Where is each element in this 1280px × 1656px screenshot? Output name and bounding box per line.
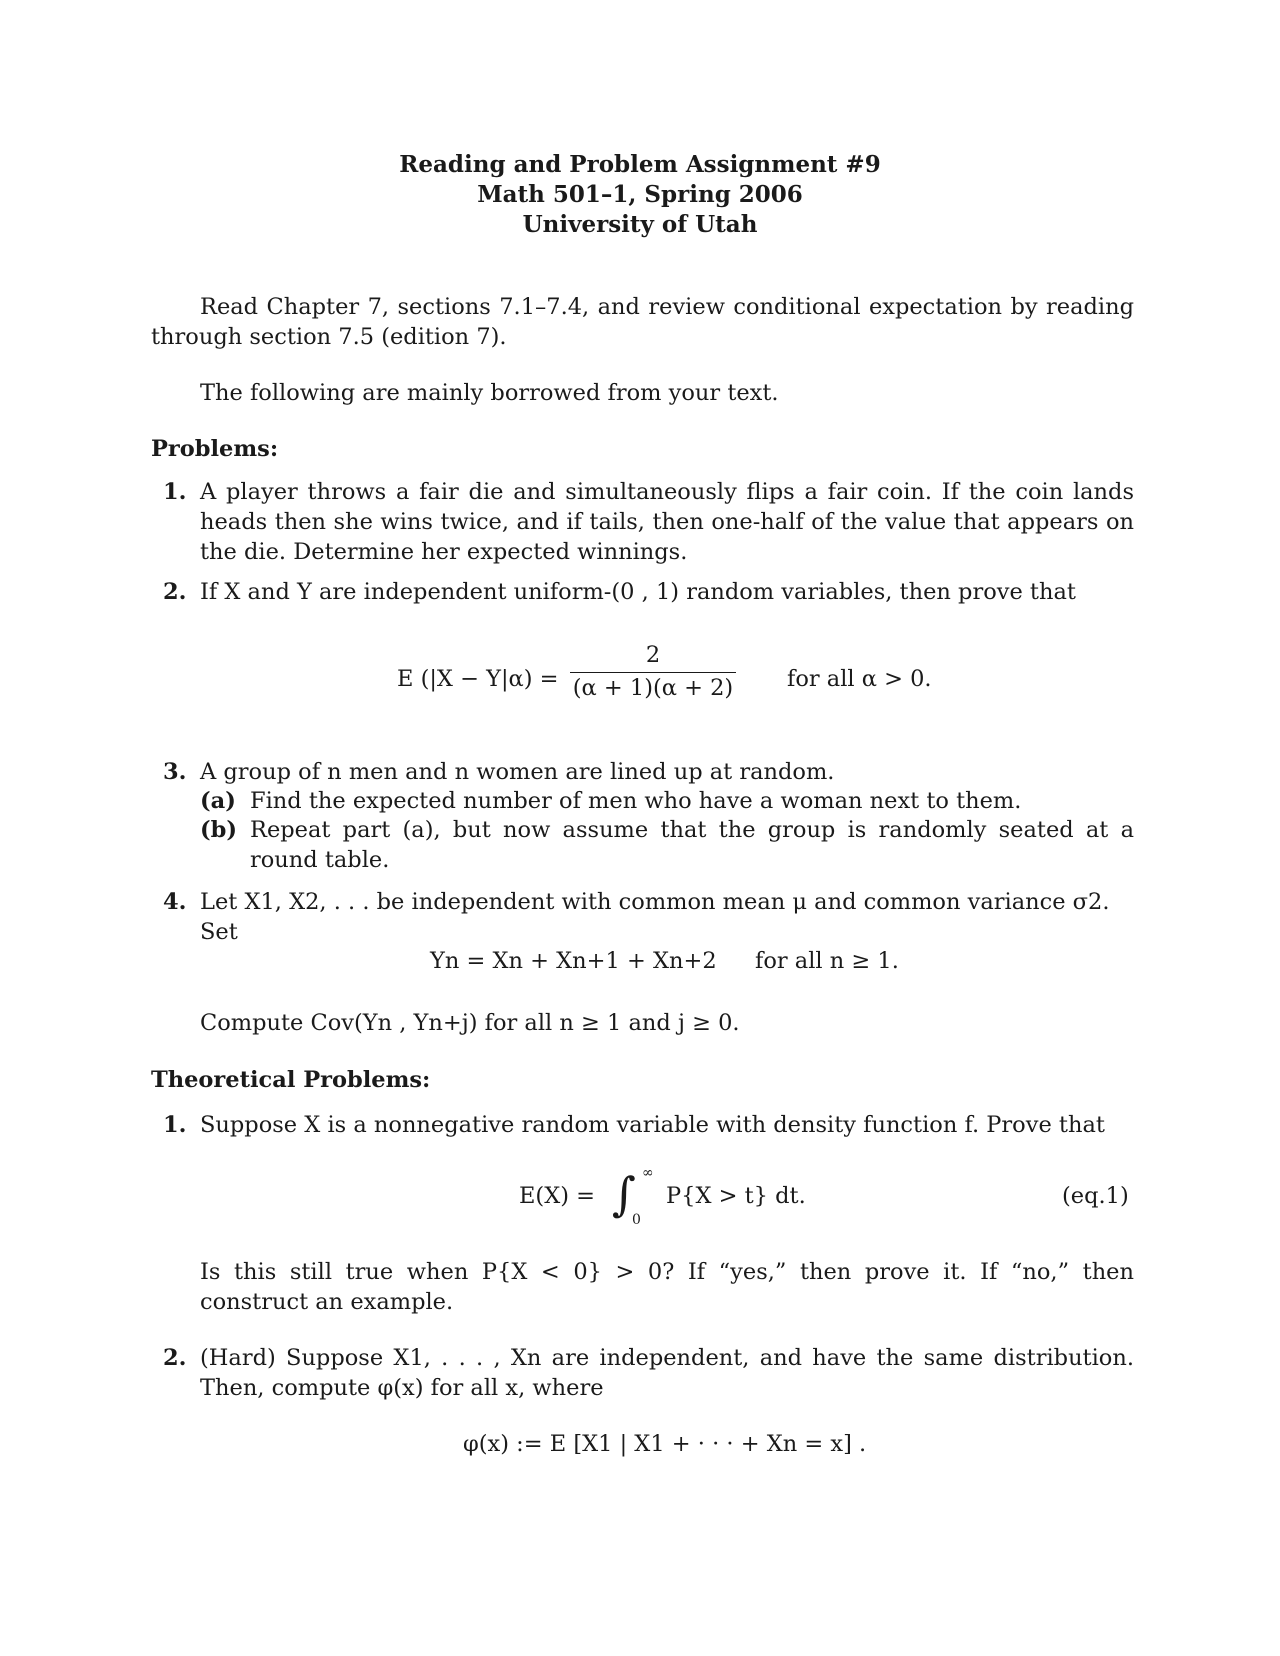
fraction-numerator: 2 <box>645 642 661 668</box>
borrowed-note: The following are mainly borrowed from your text. <box>200 380 779 406</box>
theoretical-2-equation: φ(x) := E [X1 | X1 + · · · + Xn = x] . <box>463 1431 867 1457</box>
problem-4-text: Let X1, X2, . . . be independent with common mean μ and common variance σ2. Set <box>200 889 1110 945</box>
theoretical-1-equation-lhs: E(X) = <box>519 1183 596 1209</box>
reading-instructions: Read Chapter 7, sections 7.1–7.4, and review conditional expectation by reading through section 7.5 (edition 7). <box>151 294 1134 350</box>
problem-3a-label: (a) <box>200 788 236 814</box>
problem-2-text: If X and Y are independent uniform-(0 , 1) random variables, then prove that <box>200 579 1076 605</box>
document-header <box>0 150 1280 240</box>
problems-heading: Problems: <box>151 436 279 462</box>
integral-sign: ∫ <box>612 1167 636 1221</box>
problem-3a-text: Find the expected number of men who have a woman next to them. <box>250 788 1022 814</box>
problem-4-compute: Compute Cov(Yn , Yn+j) for all n ≥ 1 and j ≥ 0. <box>200 1010 740 1036</box>
problem-3b-label: (b) <box>200 817 238 843</box>
theoretical-1-number: 1. <box>163 1112 187 1138</box>
header-course: Math 501–1, Spring 2006 <box>477 181 803 208</box>
theoretical-heading: Theoretical Problems: <box>151 1067 431 1093</box>
problem-3-number: 3. <box>163 759 187 785</box>
fraction-bar <box>570 672 736 673</box>
problem-3-text: A group of n men and n women are lined up at random. <box>200 759 835 785</box>
problem-2-fraction <box>570 642 736 701</box>
theoretical-2-text: (Hard) Suppose X1, . . . , Xn are independent, and have the same distribution. Then, compute φ(x) for all x, where <box>200 1345 1134 1401</box>
theoretical-1-followup: Is this still true when P{X < 0} > 0? If “yes,” then prove it. If “no,” then construct an example. <box>200 1259 1134 1315</box>
problem-2-condition: for all α > 0. <box>787 666 932 692</box>
problem-2-number: 2. <box>163 579 187 605</box>
problem-1-text: A player throws a fair die and simultaneously flips a fair coin. If the coin lands heads then she wins twice, and if tails, then one-half of the value that appears on the die. Determine her expected winnings. <box>200 479 1134 565</box>
problem-4-number: 4. <box>163 889 187 915</box>
fraction-denominator: (α + 1)(α + 2) <box>572 675 734 701</box>
header-university: University of Utah <box>522 211 758 238</box>
problem-3b-text: Repeat part (a), but now assume that the group is randomly seated at a round table. <box>250 817 1134 873</box>
integral-upper-limit: ∞ <box>642 1165 654 1181</box>
equation-label: (eq.1) <box>1062 1183 1129 1209</box>
problem-4-condition: for all n ≥ 1. <box>755 948 899 974</box>
integral-lower-limit: 0 <box>632 1212 641 1228</box>
theoretical-1-text: Suppose X is a nonnegative random variable with density function f. Prove that <box>200 1112 1105 1138</box>
theoretical-1-equation-rhs: P{X > t} dt. <box>666 1183 806 1209</box>
problem-4-equation: Yn = Xn + Xn+1 + Xn+2 <box>430 948 717 974</box>
problem-1-number: 1. <box>163 479 187 505</box>
header-title: Reading and Problem Assignment #9 <box>399 151 881 178</box>
theoretical-2-number: 2. <box>163 1345 187 1371</box>
problem-2-equation-lhs: E (|X − Y|α) = <box>397 666 559 692</box>
